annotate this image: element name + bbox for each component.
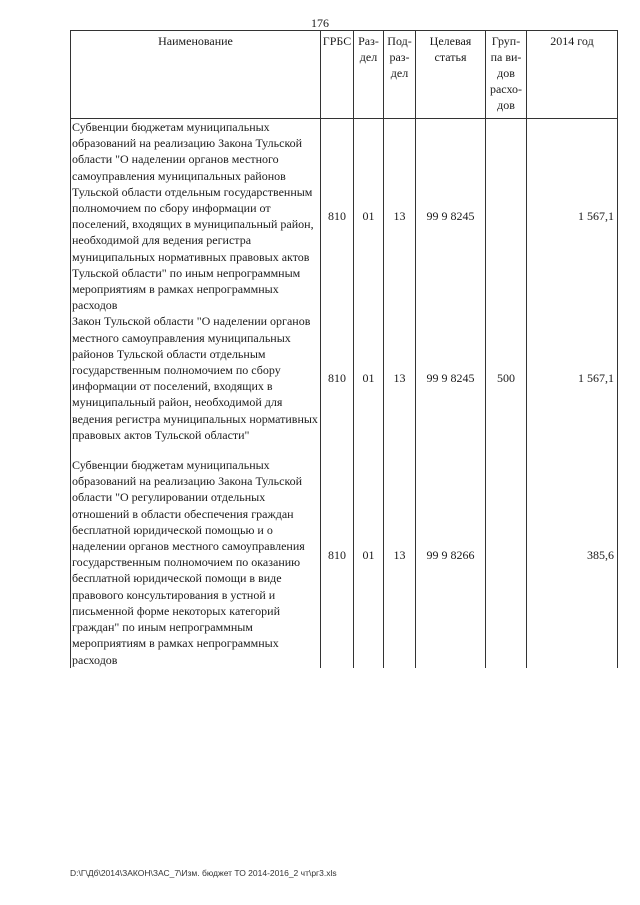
header-razdel: Раз- дел [354, 31, 384, 119]
row-name: Субвенции бюджетам муниципальных образований на реализацию Закона Тульской области "О наделении органов местного самоуправления муниципальных районов Тульской области отдельным государственным полномочием по сбору информации от поселений, входящих в муниципальный район, необходимой для ведения регистра муниципальных нормативных правовых актов Тульской области" по иным непрограммным мероприятиям в рамках непрограммных расходов [71, 119, 321, 314]
row-podrazdel: 13 [384, 119, 416, 314]
row-podrazdel: 13 [384, 443, 416, 668]
row-name: Закон Тульской области "О наделении органов местного самоуправления муниципальных районов Тульской области отдельным государственным полномочием по сбору информации от поселений, входящих в муниципальный район, необходимой для ведения регистра муниципальных нормативных правовых актов Тульской области" [71, 313, 321, 443]
table-row [71, 313, 618, 443]
row-gruppa [486, 443, 527, 668]
row-razdel: 01 [354, 443, 384, 668]
header-row [71, 31, 618, 119]
header-grbs: ГРБС [321, 31, 354, 119]
row-tselevaya: 99 9 8266 [416, 443, 486, 668]
row-gruppa [486, 119, 527, 314]
row-tselevaya: 99 9 8245 [416, 119, 486, 314]
row-razdel: 01 [354, 119, 384, 314]
row-amount: 1 567,1 [527, 313, 618, 443]
row-tselevaya: 99 9 8245 [416, 313, 486, 443]
header-gruppa: Груп- па ви- дов расхо- дов [486, 31, 527, 119]
row-grbs: 810 [321, 443, 354, 668]
budget-table [70, 30, 618, 668]
row-razdel: 01 [354, 313, 384, 443]
header-podrazdel: Под- раз- дел [384, 31, 416, 119]
row-name: Субвенции бюджетам муниципальных образований на реализацию Закона Тульской области "О регулировании отдельных отношений в области обеспечения граждан бесплатной юридической помощью и о наделении органов местного самоуправления государственным полномочием по оказанию бесплатной юридической помощи в виде правового консультирования в устной и письменной форме некоторых категорий граждан" по иным непрограммным мероприятиям в рамках непрограммных расходов [71, 443, 321, 668]
row-gruppa: 500 [486, 313, 527, 443]
row-grbs: 810 [321, 313, 354, 443]
row-podrazdel: 13 [384, 313, 416, 443]
page-number: 176 [311, 16, 329, 30]
row-grbs: 810 [321, 119, 354, 314]
header-year: 2014 год [527, 31, 618, 119]
header-name: Наименование [71, 31, 321, 119]
row-amount: 385,6 [527, 443, 618, 668]
table-row [71, 443, 618, 668]
file-path-footer: D:\Г\Дб\2014\ЗАКОН\ЗАС_7\Изм. бюджет ТО 2014-2016_2 чт\рг3.xls [70, 868, 337, 878]
row-amount: 1 567,1 [527, 119, 618, 314]
header-tselevaya: Целевая статья [416, 31, 486, 119]
table-row [71, 119, 618, 314]
